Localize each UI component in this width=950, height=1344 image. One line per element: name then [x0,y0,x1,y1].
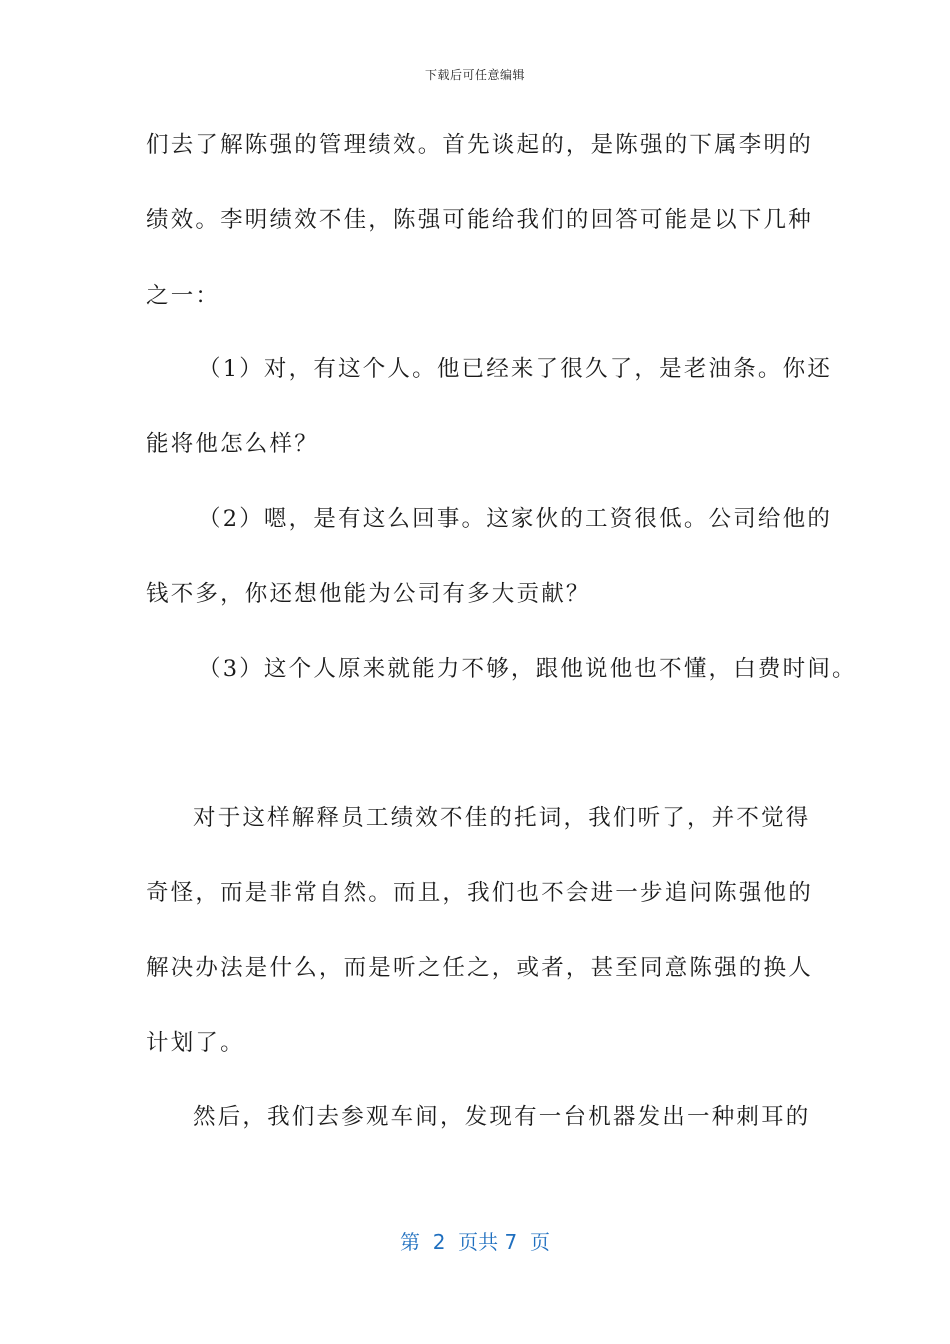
text-line: 解决办法是什么，而是听之任之，或者，甚至同意陈强的换人 [146,955,813,981]
text-line: （3）这个人原来就能力不够，跟他说他也不懂，白费时间。 [198,656,857,682]
text-line: （1）对，有这个人。他已经来了很久了，是老油条。你还 [198,356,833,382]
text-line: 钱不多，你还想他能为公司有多大贡献？ [146,581,591,607]
text-line: 们去了解陈强的管理绩效。首先谈起的，是陈强的下属李明的 [146,132,813,158]
text-line: 之一： [146,283,221,309]
text-line: 然后，我们去参观车间，发现有一台机器发出一种刺耳的 [193,1104,811,1130]
page-number: 第 2 页共 7 页 [400,1230,550,1254]
text-line: 绩效。李明绩效不佳，陈强可能给我们的回答可能是以下几种 [146,207,813,233]
text-line: 能将他怎么样？ [146,431,319,457]
text-line: 对于这样解释员工绩效不佳的托词，我们听了，并不觉得 [193,805,811,831]
text-line: 奇怪，而是非常自然。而且，我们也不会进一步追问陈强他的 [146,880,813,906]
text-line: 计划了。 [146,1030,245,1056]
text-line: （2）嗯，是有这么回事。这家伙的工资很低。公司给他的 [198,506,833,532]
header-note: 下载后可任意编辑 [424,68,525,82]
